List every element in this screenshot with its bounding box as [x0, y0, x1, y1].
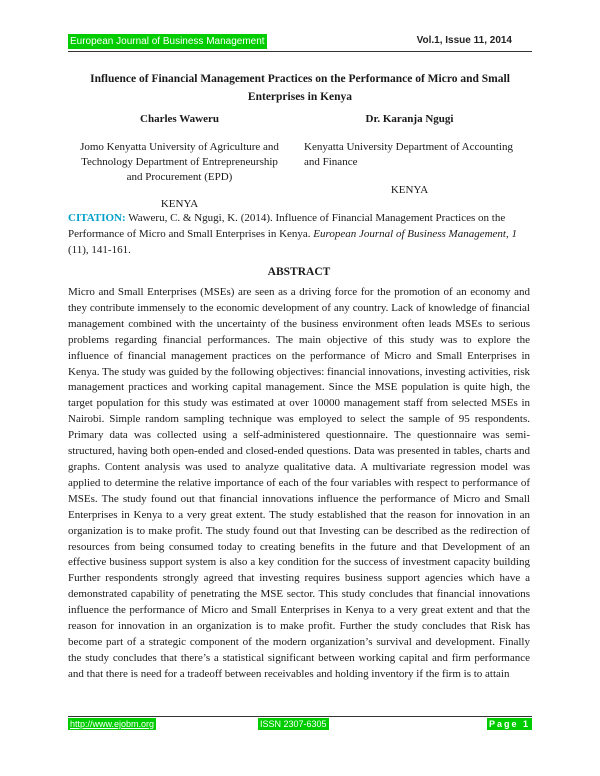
abstract-body: Micro and Small Enterprises (MSEs) are seen as a driving force for the promotion of an economy and they contribute immensely to the economic development of any country. Lack of knowledge of financial management combined with the uncertainty of the business environment often leads MSEs to serious problems regarding financial performances. The main objective of this study was to explore the influence of financial management practices on the performance of Micro and Small Enterprises in Kenya. The study was guided by the following objectives: financial innovations, investing activities, risk management practices and working capital management. Since the MSE population is quite high, the target population for this study was estimated at over 10000 management staff from selected MSEs in Nairobi. Simple random sampling technique was employed to select the sample of 95 respondents. Primary data was collected using a self-administered questionnaire. The questionnaire was semi-structured, having both open-ended and closed-ended questions. Data was presented in tables, charts and graphs. Content analysis was used to analyze qualitative data. A multivariate regression model was applied to determine the relative importance of each of the four variables with respect to performance of MSEs. The study found out that financial innovations influence the performance of Micro and Small Enterprises in Kenya to a very great extent. The study established that the reason for innovation in an organization is to make profit. The study found out that Investing can be described as the redirection of resources from being consumed today to creating benefits in the future and that Development of an effective business support system is also a key condition for the success of investment capacity building Further respondents strongly agreed that investing requires business support agencies which have a demonstrated capability of penetrating the MSE sector. This study concludes that financial innovations influence the performance of Micro and Small Enterprises in Kenya to a very great extent and that the reason for innovation in an organization is to make profit. Further the study concludes that Risk has become part of a strategic component of the modern organization’s survival and development. Finally the study concludes that there’s a statistical significant between working capital and firm performance and that there is need for a tradeoff between receivables and holding inventory if the firm is to attain [68, 286, 530, 680]
page-footer [68, 718, 532, 732]
citation-journal: European Journal of Business Management, 1 [313, 228, 517, 240]
header-divider [68, 51, 532, 52]
issue-info: Vol.1, Issue 11, 2014 [416, 35, 512, 46]
footer-divider [68, 716, 532, 717]
citation [68, 210, 530, 258]
author-block-2 [302, 112, 517, 198]
author-name: Dr. Karanja Ngugi [365, 113, 454, 125]
journal-website-link[interactable]: http://www.ejobm.org [70, 719, 155, 729]
page-header [68, 34, 512, 50]
journal-name: European Journal of Business Management [70, 36, 265, 47]
paper-title: Influence of Financial Management Practices on the Performance of Micro and Small Enterprises in Kenya [90, 73, 510, 103]
abstract-heading: ABSTRACT [267, 266, 331, 278]
author-block-1 [72, 112, 287, 212]
author-country: KENYA [390, 184, 429, 196]
citation-rest: (11), 141-161. [68, 244, 131, 256]
author-affiliation: Kenyatta University Department of Accounting and Finance [304, 141, 513, 168]
author-country: KENYA [160, 198, 199, 210]
page-number: Page 1 [488, 719, 530, 729]
issn-label: ISSN 2307-6305 [260, 719, 327, 729]
citation-text: (2014). Influence of Financial Management Practices on the Performance of Micro and Small Enterprises in Kenya. [68, 212, 506, 240]
citation-label: CITATION: [68, 212, 126, 224]
author-name: Charles Waweru [140, 113, 219, 125]
author-affiliation: Jomo Kenyatta University of Agriculture and Technology Department of Entrepreneurship and Procurement (EPD) [80, 141, 279, 183]
citation-authors: Waweru, C. & Ngugi, K. [128, 212, 238, 224]
